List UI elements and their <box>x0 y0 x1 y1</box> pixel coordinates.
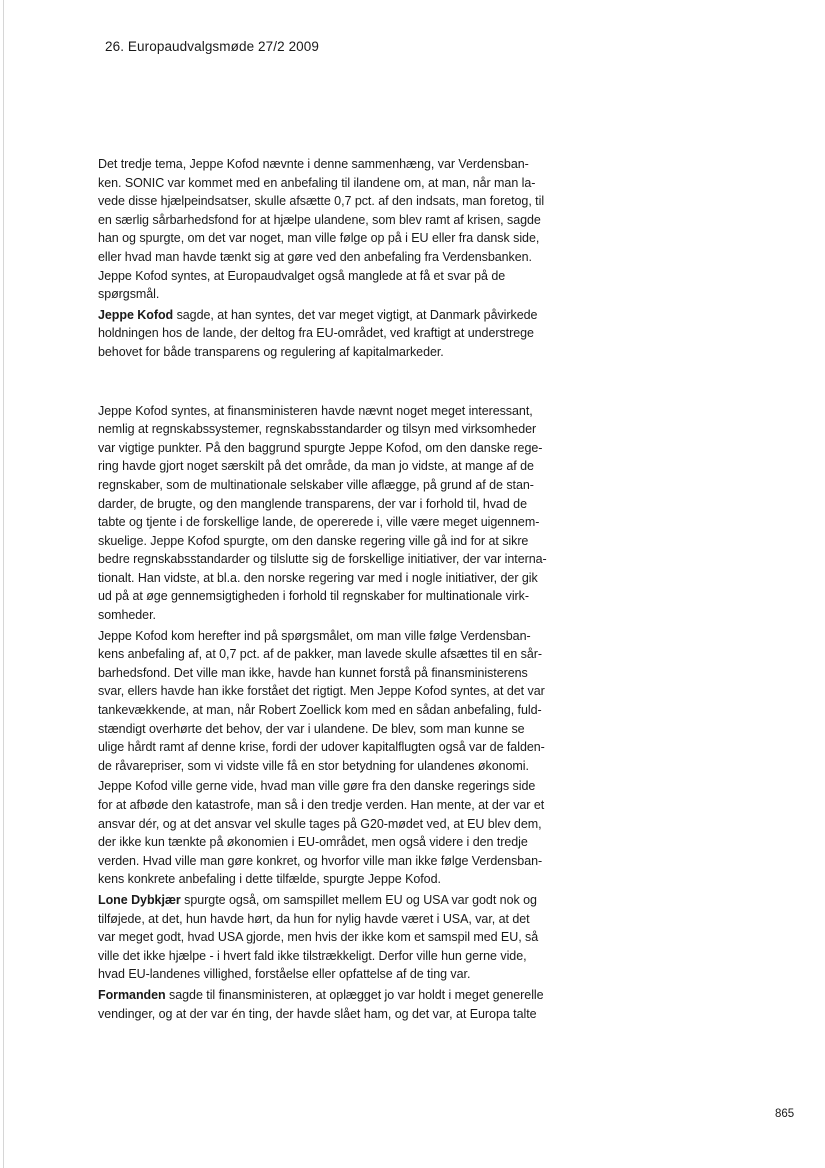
line-text: eller hvad man havde tænkt sig at gøre ved den anbefaling fra Verdensbanken. <box>98 249 532 264</box>
line-text: sagde til finansministeren, at oplægget jo var holdt i meget generelle <box>165 987 544 1002</box>
line-text: holdningen hos de lande, der deltog fra EU-området, ved kraftigt at understrege <box>98 326 534 341</box>
line-text: en særlig sårbarhedsfond for at hjælpe ulandene, som blev ramt af krisen, sagde <box>98 212 541 227</box>
line-text: Jeppe Kofod kom herefter ind på spørgsmålet, om man ville følge Verdensban- <box>98 628 531 643</box>
line-text: vendinger, og at der var én ting, der havde slået ham, og det var, at Europa talte <box>98 1006 537 1021</box>
text-line <box>98 852 588 871</box>
line-text: ken. SONIC var kommet med en anbefaling til ilandene om, at man, når man la- <box>98 175 536 190</box>
text-line <box>98 777 588 796</box>
line-text: Jeppe Kofod syntes, at Europaudvalget også manglede at få et svar på de <box>98 268 506 283</box>
line-text: han og spurgte, om det var noget, man ville følge op på i EU eller fra dansk side, <box>98 231 540 246</box>
text-line <box>98 1005 588 1024</box>
page-number: 865 <box>775 1108 795 1120</box>
text-line <box>98 606 588 625</box>
text-line <box>98 211 588 230</box>
line-text: der ikke kun tænkte på økonomien i EU-området, men også videre i den tredje <box>98 835 528 850</box>
text-line <box>98 870 588 889</box>
text-line <box>98 343 588 362</box>
text-line <box>98 720 588 739</box>
text-line <box>98 891 588 910</box>
line-text: verden. Hvad ville man gøre konkret, og hvorfor ville man ikke følge Verdensban- <box>98 853 543 868</box>
running-header: 26. Europaudvalgsmøde 27/2 2009 <box>105 39 319 54</box>
speaker-name: Lone Dybkjær <box>98 892 181 907</box>
paragraph <box>98 777 588 889</box>
line-text: svar, ellers havde han ikke forstået det rigtigt. Men Jeppe Kofod syntes, at det var <box>98 684 545 699</box>
line-text: var vigtige punkter. På den baggrund spurgte Jeppe Kofod, om den danske rege- <box>98 440 543 455</box>
text-line <box>98 587 588 606</box>
speaker-name: Jeppe Kofod <box>98 307 174 322</box>
line-text: Jeppe Kofod ville gerne vide, hvad man ville gøre fra den danske regerings side <box>98 779 536 794</box>
line-text: for at afbøde den katastrofe, man så i den tredje verden. Han mente, at der var et <box>98 798 545 812</box>
line-text: nemlig at regnskabssystemer, regnskabsstandarder og tilsyn med virksomheder <box>98 422 537 437</box>
line-text: spurgte også, om samspillet mellem EU og USA var godt nok og <box>180 892 537 907</box>
line-text: tionalt. Han vidste, at bl.a. den norske regering var med i nogle initiativer, der gik <box>98 570 538 585</box>
text-line <box>98 947 588 966</box>
paragraph <box>98 155 588 304</box>
text-line <box>98 248 588 267</box>
text-line <box>98 645 588 664</box>
text-line <box>98 664 588 683</box>
line-text: ansvar dér, og at det ansvar vel skulle tages på G20-mødet ved, at EU blev dem, <box>98 816 542 831</box>
text-line <box>98 513 588 532</box>
line-text: kens anbefaling af, at 0,7 pct. af de pakker, man lavede skulle afsættes til en sår- <box>98 647 542 662</box>
line-text: behovet for både transparens og regulering af kapitalmarkeder. <box>98 344 444 359</box>
text-line <box>98 457 588 476</box>
text-line <box>98 682 588 701</box>
line-text: darder, de brugte, og den manglende transparens, der var i forhold til, hvad de <box>98 496 527 511</box>
text-line <box>98 402 588 421</box>
line-text: kens konkrete anbefaling i dette tilfælde, spurgte Jeppe Kofod. <box>98 872 441 887</box>
paragraph <box>98 986 588 1023</box>
text-line <box>98 569 588 588</box>
text-line <box>98 910 588 929</box>
text-line <box>98 476 588 495</box>
line-text: hvad EU-landenes villighed, forståelse eller opfattelse af de ting var. <box>98 967 471 982</box>
text-line <box>98 495 588 514</box>
line-text: stændigt overhørte det behov, der var i ulandene. De blev, som man kunne se <box>98 721 525 736</box>
text-line <box>98 796 588 815</box>
paragraph <box>98 891 588 984</box>
text-line <box>98 701 588 720</box>
line-text: Jeppe Kofod syntes, at finansministeren havde nævnt noget meget interessant, <box>98 403 533 418</box>
speaker-name: Formanden <box>98 987 166 1002</box>
text-line <box>98 532 588 551</box>
line-text: var meget godt, hvad USA gjorde, men hvis der ikke kom et samspil med EU, så <box>98 930 539 945</box>
text-line <box>98 324 588 343</box>
text-line <box>98 833 588 852</box>
line-text: ulige hårdt ramt af denne krise, fordi der udover kapitalflugten også var de falden- <box>98 740 545 755</box>
line-text: tilføjede, at det, hun havde hørt, da hun for nylig havde været i USA, var, at det <box>98 911 530 926</box>
body-text <box>98 155 588 1025</box>
text-line <box>98 550 588 569</box>
text-line <box>98 439 588 458</box>
text-line <box>98 174 588 193</box>
line-text: barhedsfond. Det ville man ikke, havde han kunnet forstå på finansministerens <box>98 665 528 680</box>
text-line <box>98 155 588 174</box>
line-text: skuelige. Jeppe Kofod spurgte, om den danske regering ville gå ind for at sikre <box>98 533 529 548</box>
line-text: tabte og tjente i de forskellige lande, de opererede i, ville være meget uigennem- <box>98 515 540 530</box>
text-line <box>98 420 588 439</box>
text-line <box>98 306 588 325</box>
text-line <box>98 965 588 984</box>
line-text: regnskaber, som de multinationale selskaber ville aflægge, på grund af de stan- <box>98 477 534 492</box>
text-line <box>98 738 588 757</box>
text-line <box>98 928 588 947</box>
line-text: ring havde gjort noget særskilt på det område, da man jo vidste, at mange af de <box>98 459 534 474</box>
text-line <box>98 757 588 776</box>
line-text: sagde, at han syntes, det var meget vigtigt, at Danmark påvirkede <box>173 307 538 322</box>
line-text: vede disse hjælpeindsatser, skulle afsætte 0,7 pct. af den indsats, man foretog, til <box>98 194 545 209</box>
line-text: Det tredje tema, Jeppe Kofod nævnte i denne sammenhæng, var Verdensban- <box>98 157 529 171</box>
text-line <box>98 229 588 248</box>
text-line <box>98 986 588 1005</box>
text-line <box>98 192 588 211</box>
page-edge-line <box>3 0 4 1168</box>
line-text: de råvarepriser, som vi vidste ville få en stor betydning for ulandenes økonomi. <box>98 758 529 773</box>
line-text: tankevækkende, at man, når Robert Zoellick kom med en sådan anbefaling, fuld- <box>98 703 542 718</box>
line-text: ud på at øge gennemsigtigheden i forhold til regnskaber for multinationale virk- <box>98 589 529 604</box>
text-line <box>98 285 588 304</box>
text-line <box>98 815 588 834</box>
paragraph <box>98 627 588 776</box>
paragraph <box>98 306 588 362</box>
text-line <box>98 627 588 646</box>
paragraph <box>98 402 588 625</box>
text-line <box>98 267 588 286</box>
line-text: bedre regnskabsstandarder og tilslutte sig de forskellige initiativer, der var interna- <box>98 552 547 567</box>
line-text: spørgsmål. <box>98 287 160 302</box>
line-text: somheder. <box>98 608 156 623</box>
line-text: ville det ikke hjælpe - i hvert fald ikke tilstrækkeligt. Derfor ville hun gerne vide, <box>98 948 527 963</box>
